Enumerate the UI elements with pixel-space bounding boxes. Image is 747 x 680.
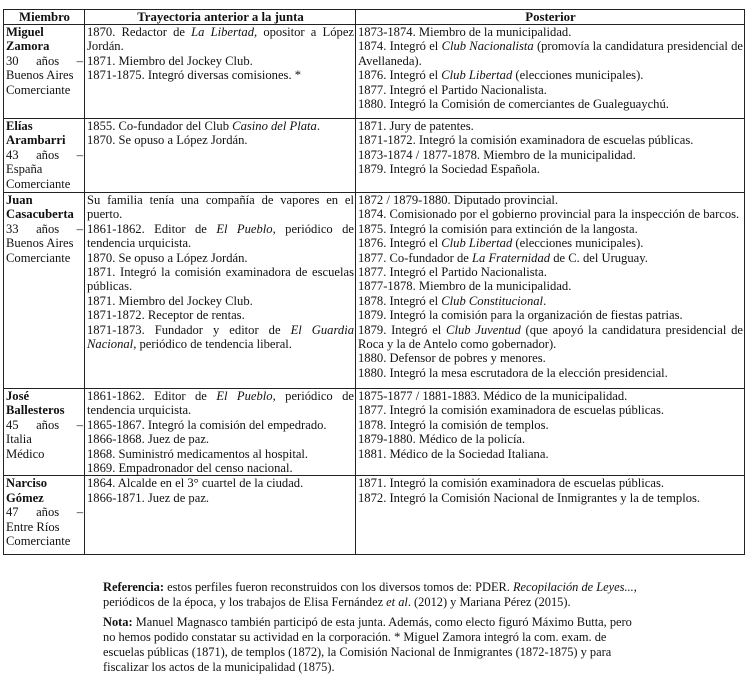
- member-age: [6, 222, 83, 236]
- age-dash: –: [76, 147, 83, 162]
- text-run: 1876. Integró el: [358, 68, 442, 83]
- age-value: 43: [6, 147, 19, 162]
- italic-title: Club Juventud: [446, 322, 521, 337]
- age-unit: años: [36, 53, 60, 68]
- before-entry: [87, 432, 354, 446]
- text-run: 1879-1880. Médico de la policía.: [358, 432, 526, 447]
- member-cell: [4, 389, 85, 476]
- text-run: 1878. Integró el: [358, 293, 442, 308]
- text-run: 1879. Integró la comisión para la organización de fiestas patrias.: [358, 308, 683, 323]
- text-run: 1875-1877 / 1881-1883. Médico de la municipalidad.: [358, 389, 628, 403]
- header-after: Posterior: [356, 10, 745, 25]
- text-run: 1874. Comisionado por el gobierno provincial para la inspección de barcos.: [358, 207, 740, 222]
- table-row: [4, 25, 745, 119]
- text-run: 1864. Alcalde en el 3° cuartel de la ciudad.: [87, 476, 304, 491]
- before-entry: [87, 294, 354, 308]
- text-run: Su familia tenía una compañía de vapores en el puerto.: [87, 193, 354, 222]
- text-run: 1872 / 1879-1880. Diputado provincial.: [358, 193, 559, 207]
- after-entry: [358, 476, 743, 490]
- notes-section: [103, 580, 643, 680]
- nota-label: Nota:: [103, 615, 133, 629]
- before-entry: [87, 476, 354, 490]
- text-run: 1874. Integró el: [358, 39, 442, 54]
- text-run: 1875. Integró la comisión para extinción de la langosta.: [358, 221, 638, 236]
- after-entry: [358, 193, 743, 207]
- member-name: Elías: [6, 119, 33, 133]
- age-value: 47: [6, 505, 19, 520]
- italic-title: La Fraternidad: [472, 250, 551, 265]
- text-run: .: [316, 119, 320, 133]
- before-cell: [85, 389, 356, 476]
- italic-title: et al: [386, 595, 408, 609]
- members-table: [3, 9, 745, 555]
- before-entry: [87, 222, 354, 251]
- before-entry: [87, 308, 354, 322]
- after-entry: [358, 207, 743, 221]
- age-unit: años: [36, 417, 60, 432]
- text-run: 1871-1872. Receptor de rentas.: [87, 308, 245, 323]
- text-run: 1873-1874. Miembro de la municipalidad.: [358, 25, 572, 39]
- before-entry: [87, 447, 354, 461]
- before-entry: [87, 251, 354, 265]
- age-dash: –: [76, 221, 83, 236]
- after-entry: [358, 323, 743, 352]
- member-origin: Buenos Aires: [6, 236, 74, 251]
- before-entry: [87, 25, 354, 54]
- after-entry: [358, 222, 743, 236]
- text-run: 1876. Integró el: [358, 236, 442, 251]
- reference-label: Referencia:: [103, 580, 165, 594]
- after-entry: [358, 418, 743, 432]
- age-unit: años: [36, 147, 60, 162]
- before-entry: [87, 418, 354, 432]
- table-row: [4, 193, 745, 389]
- text-run: 1871. Integró la comisión examinadora de escuelas públicas.: [87, 265, 354, 294]
- table-row: [4, 476, 745, 555]
- after-entry: [358, 119, 743, 133]
- text-run: 1870. Se opuso a López Jordán.: [87, 133, 248, 148]
- text-run: , periódico de tendencia urquicista.: [87, 221, 355, 251]
- text-run: 1871-1873. Fundador y editor de: [87, 322, 291, 337]
- text-run: 1861-1862. Editor de: [87, 389, 217, 403]
- member-cell: [4, 476, 85, 555]
- after-cell: [356, 25, 745, 119]
- text-run: .: [543, 293, 547, 308]
- italic-title: La Libertad: [191, 25, 255, 39]
- before-cell: [85, 119, 356, 193]
- age-value: 45: [6, 417, 19, 432]
- member-occupation: Comerciante: [6, 82, 71, 97]
- member-age: [6, 148, 83, 162]
- text-run: estos perfiles fueron reconstruidos con los diversos tomos de: PDER.: [164, 580, 513, 594]
- member-occupation: Comerciante: [6, 250, 71, 265]
- text-run: 1881. Médico de la Sociedad Italiana.: [358, 446, 549, 461]
- text-run: 1872. Integró la Comisión Nacional de Inmigrantes y la de templos.: [358, 490, 701, 505]
- after-entry: [358, 351, 743, 365]
- after-entry: [358, 25, 743, 39]
- text-run: 1868. Suministró medicamentos al hospital.: [87, 446, 309, 461]
- after-entry: [358, 68, 743, 82]
- reference-text: [103, 580, 637, 609]
- text-run: 1869. Empadronador del censo nacional.: [87, 461, 293, 476]
- text-run: 1871. Jury de patentes.: [358, 119, 474, 133]
- table-body: [4, 25, 745, 555]
- age-value: 33: [6, 221, 19, 236]
- after-cell: [356, 193, 745, 389]
- nota-text: [103, 615, 632, 674]
- after-entry: [358, 403, 743, 417]
- before-cell: [85, 476, 356, 555]
- before-entry: [87, 389, 354, 418]
- text-run: 1871-1875. Integró diversas comisiones. *: [87, 68, 302, 83]
- text-run: 1871. Integró la comisión examinadora de escuelas públicas.: [358, 476, 665, 491]
- text-run: 1870. Redactor de: [87, 25, 192, 39]
- text-run: , periódicos de la época, y los trabajos de Elisa Fernández: [103, 580, 637, 609]
- text-run: de C. del Uruguay.: [550, 250, 648, 265]
- after-entry: [358, 389, 743, 403]
- header-row: [4, 10, 745, 25]
- member-occupation: Médico: [6, 446, 45, 461]
- after-entry: [358, 162, 743, 176]
- after-entry: [358, 251, 743, 265]
- member-name: José: [6, 389, 30, 403]
- text-run: 1871. Miembro del Jockey Club.: [87, 53, 253, 68]
- before-cell: [85, 25, 356, 119]
- table-row: [4, 119, 745, 193]
- text-run: 1880. Defensor de pobres y menores.: [358, 351, 546, 366]
- text-run: 1877. Integró la comisión examinadora de escuelas públicas.: [358, 403, 665, 418]
- text-run: 1870. Se opuso a López Jordán.: [87, 250, 248, 265]
- text-run: 1877-1878. Miembro de la municipalidad.: [358, 279, 572, 294]
- member-origin: España: [6, 162, 43, 177]
- member-name: Narciso: [6, 476, 48, 491]
- member-occupation: Comerciante: [6, 176, 71, 191]
- after-entry: [358, 308, 743, 322]
- italic-title: Club Libertad: [441, 68, 513, 83]
- italic-title: Casino del Plata: [232, 119, 317, 133]
- text-run: 1873-1874 / 1877-1878. Miembro de la municipalidad.: [358, 147, 636, 162]
- after-entry: [358, 39, 743, 68]
- after-cell: [356, 476, 745, 555]
- member-name: Gómez: [6, 490, 44, 505]
- member-origin: Entre Ríos: [6, 519, 60, 534]
- text-run: (elecciones municipales).: [512, 68, 644, 83]
- after-entry: [358, 432, 743, 446]
- age-value: 30: [6, 53, 19, 68]
- member-cell: [4, 119, 85, 193]
- member-occupation: Comerciante: [6, 534, 71, 549]
- member-cell: [4, 193, 85, 389]
- member-name: Casacuberta: [6, 207, 74, 222]
- after-cell: [356, 389, 745, 476]
- text-run: (que apoyó la candidatura presidencial de Roca y la de Antelo como gobernador).: [358, 322, 743, 352]
- text-run: 1878. Integró la comisión de templos.: [358, 417, 549, 432]
- header-member: Miembro: [4, 10, 85, 25]
- text-run: . (2012) y Mariana Pérez (2015).: [407, 595, 571, 609]
- text-run: 1866-1868. Juez de paz.: [87, 432, 210, 447]
- age-dash: –: [76, 505, 83, 520]
- before-entry: [87, 193, 354, 222]
- before-entry: [87, 68, 354, 82]
- italic-title: Club Nacionalista: [441, 39, 534, 54]
- reference-note: [103, 580, 643, 610]
- member-age: [6, 505, 83, 519]
- italic-title: El Pueblo: [216, 221, 273, 236]
- member-name: Arambarri: [6, 133, 66, 148]
- table-row: [4, 389, 745, 476]
- text-run: 1871. Miembro del Jockey Club.: [87, 293, 253, 308]
- member-cell: [4, 25, 85, 119]
- text-run: 1861-1862. Editor de: [87, 221, 217, 236]
- italic-title: Recopilación de Leyes...: [512, 580, 634, 594]
- text-run: (elecciones municipales).: [512, 236, 644, 251]
- member-age: [6, 418, 83, 432]
- text-run: 1871-1872. Integró la comisión examinadora de escuelas públicas.: [358, 133, 694, 148]
- after-cell: [356, 119, 745, 193]
- text-run: 1879. Integró el: [358, 322, 447, 337]
- age-unit: años: [36, 221, 60, 236]
- after-entry: [358, 294, 743, 308]
- member-name: Miguel: [6, 25, 44, 39]
- italic-title: El Pueblo: [216, 389, 273, 403]
- member-name: Juan: [6, 193, 33, 207]
- after-entry: [358, 265, 743, 279]
- after-entry: [358, 447, 743, 461]
- italic-title: El Guardia Nacional: [87, 322, 354, 352]
- age-dash: –: [76, 53, 83, 68]
- text-run: 1880. Integró la mesa escrutadora de la elección presidencial.: [358, 365, 668, 380]
- text-run: 1877. Integró el Partido Nacionalista.: [358, 82, 547, 97]
- text-run: 1879. Integró la Sociedad Española.: [358, 162, 540, 177]
- italic-title: Club Constitucional: [441, 293, 544, 308]
- before-entry: [87, 265, 354, 294]
- after-entry: [358, 83, 743, 97]
- text-run: Manuel Magnasco también participó de esta junta. Además, como electo figuró Máximo Butta, pero no hemos podido constatar su actividad en la corporación. * Miguel Zamora integró la com. exam. de escuelas públicas (1871), de templos (1872), la Comisión Nacional de Inmigrantes (1872-1875) y para fiscalizar los actos de la municipalidad (1875).: [103, 615, 632, 674]
- before-entry: [87, 133, 354, 147]
- text-run: 1877. Integró el Partido Nacionalista.: [358, 265, 547, 280]
- before-entry: [87, 461, 354, 475]
- member-origin: Italia: [6, 432, 32, 447]
- header-before: Trayectoria anterior a la junta: [85, 10, 356, 25]
- text-run: , opositor a López Jordán.: [87, 25, 355, 54]
- before-entry: [87, 491, 354, 505]
- after-entry: [358, 97, 743, 111]
- before-cell: [85, 193, 356, 389]
- italic-title: Club Libertad: [441, 236, 513, 251]
- text-run: 1877. Co-fundador de: [358, 250, 473, 265]
- member-name: Zamora: [6, 39, 50, 54]
- text-run: 1865-1867. Integró la comisión del empedrado.: [87, 417, 327, 432]
- text-run: , periódico de tendencia liberal.: [133, 337, 292, 352]
- before-entry: [87, 323, 354, 352]
- text-run: (promovía la candidatura presidencial de Avellaneda).: [358, 39, 743, 68]
- age-unit: años: [36, 505, 60, 520]
- member-name: Ballesteros: [6, 403, 65, 418]
- after-entry: [358, 133, 743, 147]
- after-entry: [358, 236, 743, 250]
- text-run: 1880. Integró la Comisión de comerciantes de Gualeguaychú.: [358, 97, 669, 112]
- after-entry: [358, 279, 743, 293]
- nota-note: [103, 615, 643, 675]
- text-run: , periódico de tendencia urquicista.: [87, 389, 355, 418]
- member-origin: Buenos Aires: [6, 68, 74, 83]
- after-entry: [358, 148, 743, 162]
- before-entry: [87, 119, 354, 133]
- text-run: 1866-1871. Juez de paz.: [87, 490, 210, 505]
- text-run: 1855. Co-fundador del Club: [87, 119, 233, 133]
- after-entry: [358, 366, 743, 380]
- before-entry: [87, 54, 354, 68]
- after-entry: [358, 491, 743, 505]
- age-dash: –: [76, 417, 83, 432]
- member-age: [6, 54, 83, 68]
